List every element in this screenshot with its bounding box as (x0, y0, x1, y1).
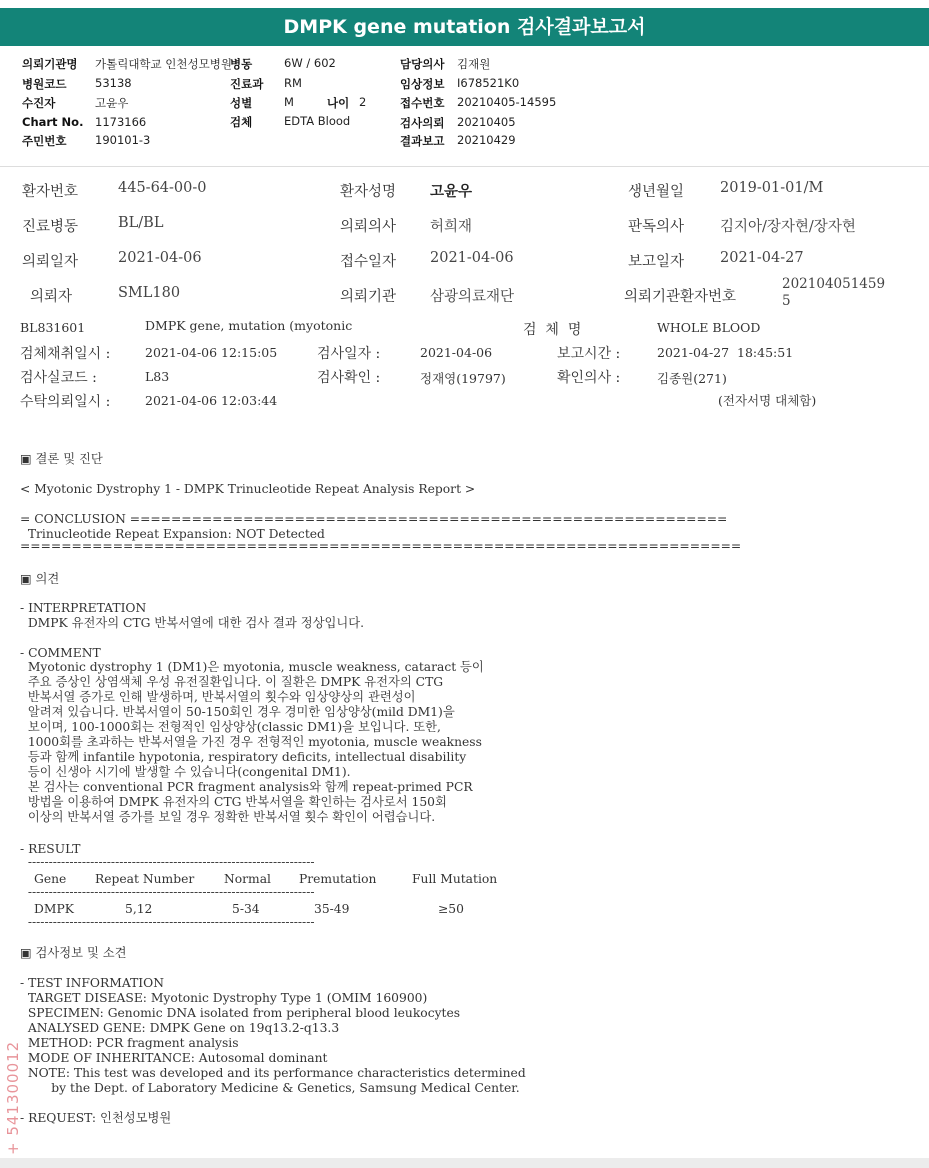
result-col-gene: Gene (34, 872, 67, 886)
doctor-label: 담당의사 (400, 57, 445, 71)
patient-no-value: 445-64-00-0 (118, 180, 207, 196)
test-info-line: - TEST INFORMATION (20, 976, 164, 990)
specimen-type-value: EDTA Blood (284, 114, 351, 128)
sex-label: 성별 (230, 96, 253, 110)
result-rule-bottom: --------------------------------------------------------------------- (20, 915, 315, 929)
conclusion-text: Trinucleotide Repeat Expansion: NOT Detected (20, 527, 325, 541)
consign-time-label: 수탁의뢰일시 : (20, 394, 111, 410)
agency-patient-no-value: 202104051459 (782, 276, 886, 292)
receipt-date-value: 2021-04-06 (430, 250, 514, 266)
test-info-line: METHOD: PCR fragment analysis (20, 1036, 239, 1050)
receipt-date-label: 접수일자 (340, 254, 397, 270)
department-label: 진료과 (230, 77, 264, 91)
comment-line: 주요 증상인 상염색체 우성 유전질환입니다. 이 질환은 DMPK 유전자의 CTG (20, 675, 444, 689)
examinee-label: 수진자 (22, 96, 56, 110)
confirm-doctor-value: 김종원(271) (657, 371, 727, 386)
section-testinfo-title: ▣ 검사정보 및 소견 (20, 946, 127, 960)
clinical-info-label: 임상정보 (400, 77, 445, 91)
test-info-line: NOTE: This test was developed and its performance characteristics determined (20, 1066, 526, 1080)
hospital-code-label: 병원코드 (22, 77, 67, 91)
result-col-full: Full Mutation (412, 872, 498, 886)
requester-value: SML180 (118, 285, 181, 301)
result-rule-mid: --------------------------------------------------------------------- (20, 885, 315, 899)
test-request-label: 검사의뢰 (400, 116, 445, 130)
clinical-info-value: I678521K0 (457, 76, 520, 90)
specimen-name-label: 검 체 명 (523, 322, 582, 338)
header-info (22, 56, 902, 156)
test-request-value: 20210405 (457, 115, 516, 129)
test-info-line: by the Dept. of Laboratory Medicine & Genetics, Samsung Medical Center. (20, 1081, 520, 1095)
result-report-label: 결과보고 (400, 134, 445, 148)
receipt-no-label: 접수번호 (400, 96, 445, 110)
result-col-repeat: Repeat Number (95, 872, 195, 886)
result-report-value: 20210429 (457, 133, 516, 147)
test-info-line: MODE OF INHERITANCE: Autosomal dominant (20, 1051, 328, 1065)
requesting-doctor-value: 허희재 (430, 219, 473, 235)
report-date-label: 보고일자 (628, 254, 685, 270)
result-full: ≥50 (438, 902, 464, 916)
test-date-label: 검사일자 : (317, 346, 381, 362)
hospital-code-value: 53138 (95, 76, 132, 90)
patient-name-label: 환자성명 (340, 184, 397, 200)
receipt-no-value: 20210405-14595 (457, 95, 557, 109)
chart-no-value: 1173166 (95, 115, 147, 129)
specimen-code: BL831601 (20, 320, 86, 335)
comment-line: 이상의 반복서열 증가를 보일 경우 정확한 반복서열 횟수 확인이 어렵습니다. (20, 810, 436, 824)
e-signature-note: (전자서명 대체함) (718, 393, 817, 408)
test-info-line: SPECIMEN: Genomic DNA isolated from peripheral blood leukocytes (20, 1006, 461, 1020)
interpretation-text: DMPK 유전자의 CTG 반복서열에 대한 검사 결과 정상입니다. (20, 616, 365, 630)
birthdate-label: 생년월일 (628, 184, 685, 200)
lab-code-label: 검사실코드 : (20, 370, 97, 386)
collect-time-label: 검체채취일시 : (20, 346, 111, 362)
test-info-line: TARGET DISEASE: Myotonic Dystrophy Type 1 (OMIM 160900) (20, 991, 428, 1005)
doctor-value: 김재원 (457, 57, 491, 71)
test-name: DMPK gene, mutation (myotonic (145, 318, 353, 333)
resident-no-label: 주민번호 (22, 134, 67, 148)
side-serial-number: + 541300012 (4, 1040, 22, 1155)
comment-line: Myotonic dystrophy 1 (DM1)은 myotonia, muscle weakness, cataract 등이 (20, 660, 484, 674)
requesting-doctor-label: 의뢰의사 (340, 219, 397, 235)
comment-line: 방법을 이용하여 DMPK 유전자의 CTG 반복서열을 확인하는 검사로서 150회 (20, 795, 447, 809)
comment-line: 보이며, 100-1000회는 전형적인 임상양상(classic DM1)을 보입니다. 또한, (20, 720, 441, 734)
request-date-label: 의뢰일자 (22, 254, 79, 270)
header-divider (0, 166, 929, 167)
comment-line: 알려져 있습니다. 반복서열이 50-150회인 경우 경미한 임상양상(mild DM1)을 (20, 705, 455, 719)
interpretation-heading: - INTERPRETATION (20, 601, 147, 615)
chart-no-label: Chart No. (22, 115, 84, 129)
confirm-doctor-label: 확인의사 : (557, 370, 621, 386)
lab-code-value: L83 (145, 369, 170, 384)
comment-line: 1000회를 초과하는 반복서열을 가진 경우 전형적인 myotonia, muscle weakness (20, 735, 482, 749)
reading-doctor-label: 판독의사 (628, 219, 685, 235)
report-time-label: 보고시간 : (557, 346, 621, 362)
agency-label: 의뢰기관명 (22, 57, 78, 71)
comment-heading: - COMMENT (20, 646, 101, 660)
age-label: 나이 (327, 96, 350, 110)
specimen-name-value: WHOLE BLOOD (657, 320, 761, 335)
test-date-value: 2021-04-06 (420, 345, 493, 360)
result-repeat: 5,12 (125, 902, 153, 916)
agency-patient-no-suffix: 5 (782, 293, 791, 309)
request-date-value: 2021-04-06 (118, 250, 202, 266)
test-confirm-value: 정재영(19797) (420, 371, 506, 386)
conclusion-end-rule: ====================================================================== (20, 539, 742, 553)
consign-time-value: 2021-04-06 12:03:44 (145, 393, 278, 408)
result-col-normal: Normal (224, 872, 271, 886)
patient-name-value: 고윤우 (430, 183, 473, 200)
ward-value-2: BL/BL (118, 215, 164, 231)
report-subtitle: < Myotonic Dystrophy 1 - DMPK Trinucleotide Repeat Analysis Report > (20, 482, 476, 496)
agency-patient-no-label: 의뢰기관환자번호 (624, 289, 737, 305)
examinee-value: 고윤우 (95, 96, 129, 110)
result-rule-top: --------------------------------------------------------------------- (20, 855, 315, 869)
test-confirm-label: 검사확인 : (317, 370, 381, 386)
sex-value: M (284, 95, 294, 109)
requester-label: 의뢰자 (30, 289, 73, 305)
report-time-value: 2021-04-27 18:45:51 (657, 345, 794, 360)
test-info-line: ANALYSED GENE: DMPK Gene on 19q13.2-q13.3 (20, 1021, 340, 1035)
ward-label: 병동 (230, 57, 253, 71)
result-premutation: 35-49 (314, 902, 350, 916)
comment-line: 본 검사는 conventional PCR fragment analysis와 함께 repeat-primed PCR (20, 780, 473, 794)
agency-value: 가톨릭대학교 인천성모병원 (95, 57, 232, 71)
requesting-agency-label: 의뢰기관 (340, 289, 397, 305)
conclusion-rule: = CONCLUSION ========================================================== (20, 512, 728, 526)
collect-time-value: 2021-04-06 12:15:05 (145, 345, 278, 360)
section-opinion-title: ▣ 의견 (20, 572, 60, 586)
request-line: - REQUEST: 인천성모병원 (20, 1111, 172, 1125)
specimen-type-label: 검체 (230, 115, 253, 129)
reading-doctor-value: 김지아/장자현/장자현 (720, 219, 856, 235)
section-conclusion-title: ▣ 결론 및 진단 (20, 452, 103, 466)
requesting-agency-value: 삼광의료재단 (430, 289, 515, 305)
comment-line: 등이 신생아 시기에 발생할 수 있습니다(congenital DM1). (20, 765, 351, 779)
patient-no-label: 환자번호 (22, 184, 79, 200)
ward-value: 6W / 602 (284, 56, 336, 70)
age-value: 2 (359, 95, 367, 109)
resident-no-value: 190101-3 (95, 133, 151, 147)
comment-line: 등과 함께 infantile hypotonia, respiratory deficits, intellectual disability (20, 750, 467, 764)
result-gene: DMPK (34, 902, 74, 916)
report-title: DMPK gene mutation 검사결과보고서 (0, 8, 929, 46)
bottom-band (0, 1158, 929, 1168)
birthdate-value: 2019-01-01/M (720, 180, 824, 196)
result-col-premutation: Premutation (299, 872, 377, 886)
ward-label-2: 진료병동 (22, 219, 79, 235)
report-date-value: 2021-04-27 (720, 250, 804, 266)
comment-line: 반복서열 증가로 인해 발생하며, 반복서열의 횟수와 임상양상의 관련성이 (20, 690, 416, 704)
department-value: RM (284, 76, 302, 90)
result-normal: 5-34 (232, 902, 260, 916)
result-heading: - RESULT (20, 842, 81, 856)
